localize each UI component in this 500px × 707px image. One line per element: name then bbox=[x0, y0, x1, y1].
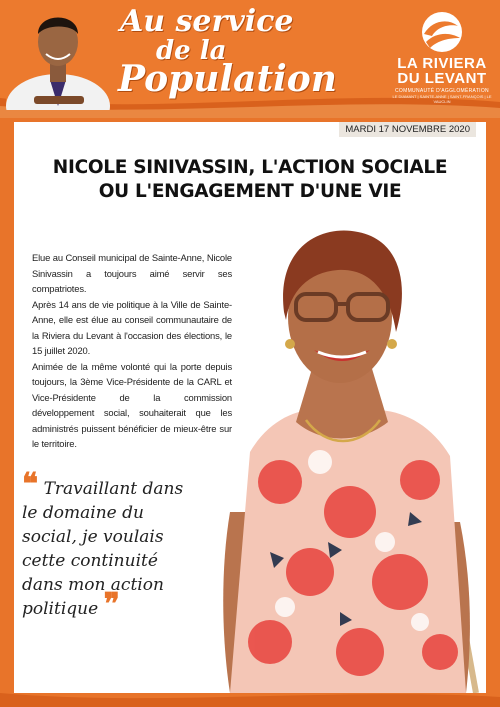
headline-line-2: OU L'ENGAGEMENT D'UNE VIE bbox=[98, 181, 402, 202]
presenter-photo bbox=[6, 2, 110, 110]
article-body bbox=[32, 250, 232, 452]
body-paragraph-1: Elue au Conseil municipal de Sainte-Anne, Nicole Sinivassin a toujours aimé servir ses compatriotes. bbox=[32, 252, 232, 294]
quote-close-icon: ❞ bbox=[103, 587, 120, 622]
article-headline bbox=[14, 156, 486, 204]
riviera-logo[interactable] bbox=[392, 10, 492, 110]
banner-title-line-2: de la bbox=[156, 36, 227, 66]
headline-line-1: NICOLE SINIVASSIN, L'ACTION SOCIALE bbox=[52, 157, 448, 178]
portrait-photo bbox=[210, 212, 486, 693]
article-panel bbox=[14, 122, 486, 693]
logo-towns: LE DIAMANT | SAINTE-ANNE | SAINT-FRANÇOIS | LE VAUCLIN bbox=[392, 94, 492, 104]
banner-title-line-1: Au service bbox=[120, 4, 294, 39]
pull-quote bbox=[22, 467, 202, 622]
quote-open-icon: ❝ bbox=[22, 467, 39, 502]
riviera-logo-wave-icon bbox=[418, 10, 466, 54]
body-paragraph-3: Animée de la même volonté qui la porte depuis toujours, la 3ème Vice-Présidente de la CARL et Vice-Présidente de la commission développement social, souhaiterait que les administrés puissent bénéficier de mieux-être sur le territoire. bbox=[32, 360, 232, 449]
banner-header bbox=[0, 0, 500, 118]
logo-name-line-1: LA RIVIERA bbox=[397, 55, 487, 72]
pull-quote-text: Travaillant dans le domaine du social, je voulais cette continuité dans mon action politique bbox=[22, 479, 184, 619]
logo-subtitle: COMMUNAUTÉ D'AGGLOMÉRATION bbox=[395, 88, 489, 94]
logo-name-line-2: DU LEVANT bbox=[397, 70, 487, 87]
body-paragraph-2: Après 14 ans de vie politique à la Ville de Sainte-Anne, elle est élue au conseil communautaire de la Riviera du Levant à l'occasion des élections, le 15 juillet 2020. bbox=[32, 298, 232, 356]
banner-title-line-3: Population bbox=[118, 58, 337, 100]
article-date: MARDI 17 NOVEMBRE 2020 bbox=[339, 122, 476, 137]
footer-swoosh bbox=[0, 687, 500, 707]
